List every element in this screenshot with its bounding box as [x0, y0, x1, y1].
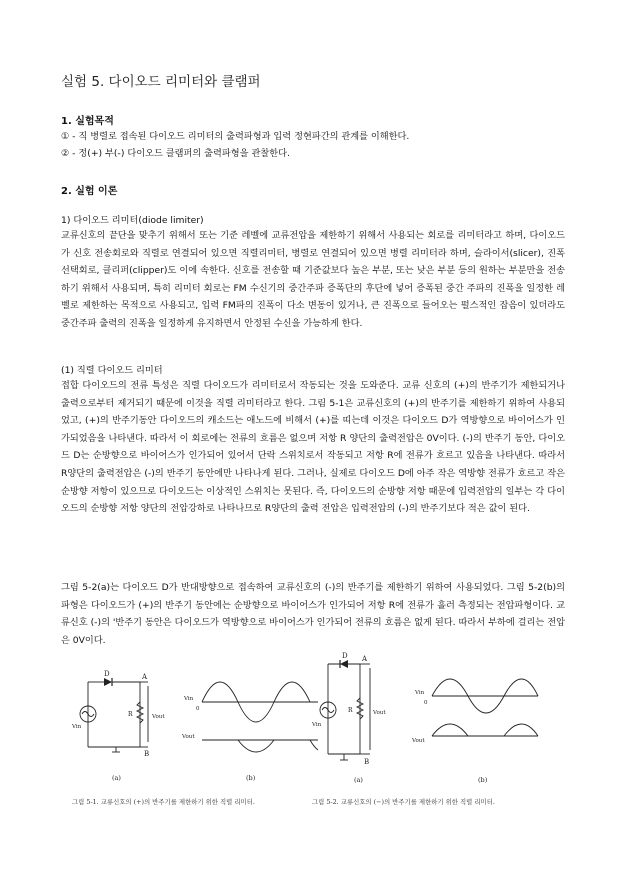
fig1-label-D: D [104, 670, 110, 678]
diode-symbol-reversed [340, 660, 348, 668]
fig2-circuit [320, 664, 370, 760]
fig2-label-B: B [364, 758, 370, 766]
subsection-series-limiter: (1) 직렬 다이오드 리미터 [61, 365, 163, 376]
fig1-label-R: R [128, 711, 133, 718]
fig1-label-vin: Vin [72, 724, 82, 730]
fig1-label-B: B [144, 750, 150, 758]
fig2-waveforms [432, 679, 538, 736]
figure-5-1-caption: 그림 5-1. 교류신호의 (+)의 반주기를 제한하기 위한 직렬 리미터. [72, 798, 255, 806]
fig2-wave-vin: Vin [415, 690, 425, 696]
fig1-wave-zero: 0 [196, 706, 200, 712]
fig2-sub-a: (a) [354, 776, 363, 784]
fig2-label-vout: Vout [373, 710, 386, 716]
fig2-wave-zero: 0 [424, 700, 428, 706]
fig1-sub-a: (a) [112, 774, 121, 782]
purpose-item-1: ① - 직 병렬로 접속된 다이오드 리미터의 출력파형과 입력 정현파간의 관계를 이해한다. [61, 131, 410, 142]
subsection-diode-limiter: 1) 다이오드 리미터(diode limiter) [61, 215, 204, 226]
figures-area [60, 632, 570, 812]
fig2-wave-vout: Vout [412, 738, 425, 744]
figure-5-2-caption: 그림 5-2. 교류신호의 (−)의 반주기를 제한하기 위한 직렬 리미터. [312, 798, 495, 806]
fig1-waveforms [202, 682, 318, 752]
circuit-figures [60, 632, 570, 812]
fig2-label-A: A [362, 655, 368, 663]
fig2-label-R: R [348, 707, 353, 714]
diode-symbol [104, 678, 112, 686]
fig1-wave-vout: Vout [182, 734, 195, 740]
purpose-item-2: ② - 정(+) 부(-) 다이오드 클램퍼의 출력파형을 관찰한다. [61, 148, 290, 159]
paragraph-series-limiter: 접합 다이오드의 전류 특성은 직렬 다이오드가 리미터로서 작동되는 것을 도와준다. 교류 신호의 (+)의 반주기가 제한되거나 출력으로부터 제거되기 때문에 이것을 직렬 리미터라고 한다. 그림 5-1은 교류신호의 (+)의 반주기를 제한하기 위하여 사용되었고, (+)의 반주기동안 다이오드의 캐소드는 애노드에 비해서 (+)를 띠는데 이것은 다이오드 D가 역방향으로 바이어스가 인가되었음을 나타낸다. 따라서 이 회로에는 전류의 흐름은 없으며 저항 R 양단의 출력전압은 0V이다. (-)의 반주기 동안, 다이오드 D는 순방향으로 바이어스가 인가되어 있어서 단락 스위치로서 작동되고 저항 R에 전류가 흐르고 있음을 나타낸다. 따라서 R양단의 출력전압은 (-)의 반주기 동안에만 나타나게 된다. 그러나, 실제로 다이오드 D에 아주 작은 역방향 전류가 흐르고 작은 순방향 저항이 있으므로 다이오드는 이상적인 스위치는 못된다. 즉, 다이오드의 순방향 저항 때문에 입력전압의 일부는 각 다이오드의 순방향 저항 양단의 전압강하로 나타나므로 R양단의 출력 전압은 입력전압의 (-)의 반주기보다 적은 값이 된다. [61, 380, 565, 515]
fig1-wave-vin: Vin [184, 696, 194, 702]
fig1-sub-b: (b) [246, 774, 256, 782]
fig2-label-D: D [342, 652, 348, 660]
page-title: 실험 5. 다이오드 리미터와 클램퍼 [61, 74, 261, 90]
fig2-sub-b: (b) [478, 776, 488, 784]
paragraph-limiter-intro: 교류신호의 끝단을 맞추기 위해서 또는 기준 레벨에 교류전압을 제한하기 위해서 사용되는 회로를 리미터라고 하며, 다이오드가 신호 전송회로와 직렬로 연결되어 있으면 직렬리미터, 병렬로 연결되어 있으면 병렬 리미터라 하며, 슬라이서(slicer), 진폭선택회로, 클리퍼(clipper)도 이에 속한다. 신호를 전송할 때 기준값보다 높은 부분, 또는 낮은 부분 등의 원하는 부분만을 전송하기 위해서 사용되며, 특히 리미터 회로는 FM 수신기의 중간주파 증폭단의 후단에 넣어 증폭된 중간 주파의 진폭을 일정한 레벨로 제한하는 목적으로 사용되고, 입력 FM파의 진폭이 다소 변동이 있거나, 큰 진폭으로 들어오는 펄스적인 잡음이 있더라도 중간주파 출력의 진폭을 일정하게 유지하면서 안정된 수신을 가능하게 한다. [61, 230, 565, 329]
section2-heading: 2. 실험 이론 [61, 186, 118, 197]
fig1-circuit [80, 682, 148, 752]
fig1-label-vout: Vout [152, 714, 165, 720]
fig1-label-A: A [142, 673, 148, 681]
paragraph-fig-5-2: 그림 5-2(a)는 다이오드 D가 반대방향으로 접속하여 교류신호의 (-)의 반주기를 제한하기 위하여 사용되었다. 그림 5-2(b)의 파형은 다이오드가 (+)의 반주기 동안에는 순방향으로 바이어스가 인가되어 저항 R에 전류가 흘러 측정되는 전압파형이다. 교류신호 (-)의 '반주기 동안은 다이오드가 역방향으로 바이어스가 인가되어 전류의 흐름은 없게 된다. 따라서 부하에 걸리는 전압은 0V이다. [61, 582, 565, 646]
fig2-label-vin: Vin [312, 722, 322, 728]
section1-heading: 1. 실험목적 [61, 116, 114, 127]
